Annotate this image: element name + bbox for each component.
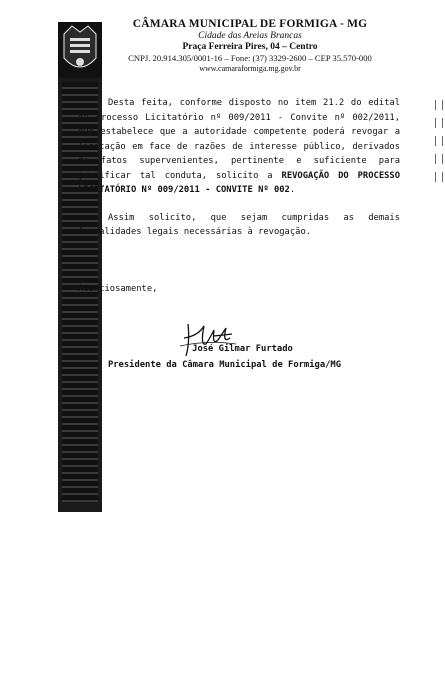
paragraph1-text: conforme disposto no item 21.2 do edital do Processo Licitatório nº 009/2011 - Convite nº 002/2011, que estabelece que a autoridade competente poderá revogar a licitação em face de razões de interesse público, derivados de fatos supervenientes, pertinente e suficiente para justificar tal conduta, solicito a xyxy=(78,98,400,181)
margin-mark xyxy=(435,100,443,110)
handwritten-signature xyxy=(178,316,238,362)
margin-mark xyxy=(435,172,443,182)
institution-title: CÂMARA MUNICIPAL DE FORMIGA - MG xyxy=(132,18,368,30)
institution-subtitle: Cidade das Areias Brancas xyxy=(198,31,302,41)
coat-of-arms-icon xyxy=(58,22,102,78)
paragraph2-text: que sejam cumpridas as demais formalidades legais necessárias à revogação. xyxy=(78,212,401,237)
closing-salutation: Atenciosamente, xyxy=(78,284,158,294)
paragraph1-lead: Desta feita, xyxy=(108,98,173,108)
margin-mark xyxy=(435,154,443,164)
paragraph2-lead: Assim solicito, xyxy=(108,212,197,223)
signer-role: Presidente da Câmara Municipal de Formiga/MG xyxy=(107,360,342,370)
paragraph-revocation-request xyxy=(78,96,400,198)
institution-address: Praça Ferreira Pires, 04 – Centro xyxy=(182,42,318,52)
paragraph1-bold: REVOGAÇÃO DO PROCESSO LICITATÓRIO Nº 009/2011 - CONVITE Nº 002 xyxy=(78,170,401,195)
paragraph1-end: . xyxy=(289,185,296,195)
paragraph-formalities xyxy=(78,211,400,240)
institution-contact: CNPJ. 20.914.305/0001-16 – Fone: (37) 3329-2600 – CEP 35.570-000 xyxy=(128,53,372,63)
letterhead xyxy=(100,18,400,73)
margin-mark xyxy=(435,118,443,128)
signer-name: José Gilmar Furtado xyxy=(192,344,293,354)
letter-body xyxy=(78,96,400,240)
margin-mark xyxy=(435,136,443,146)
institution-website: www.camaraformiga.mg.gov.br xyxy=(199,64,301,73)
